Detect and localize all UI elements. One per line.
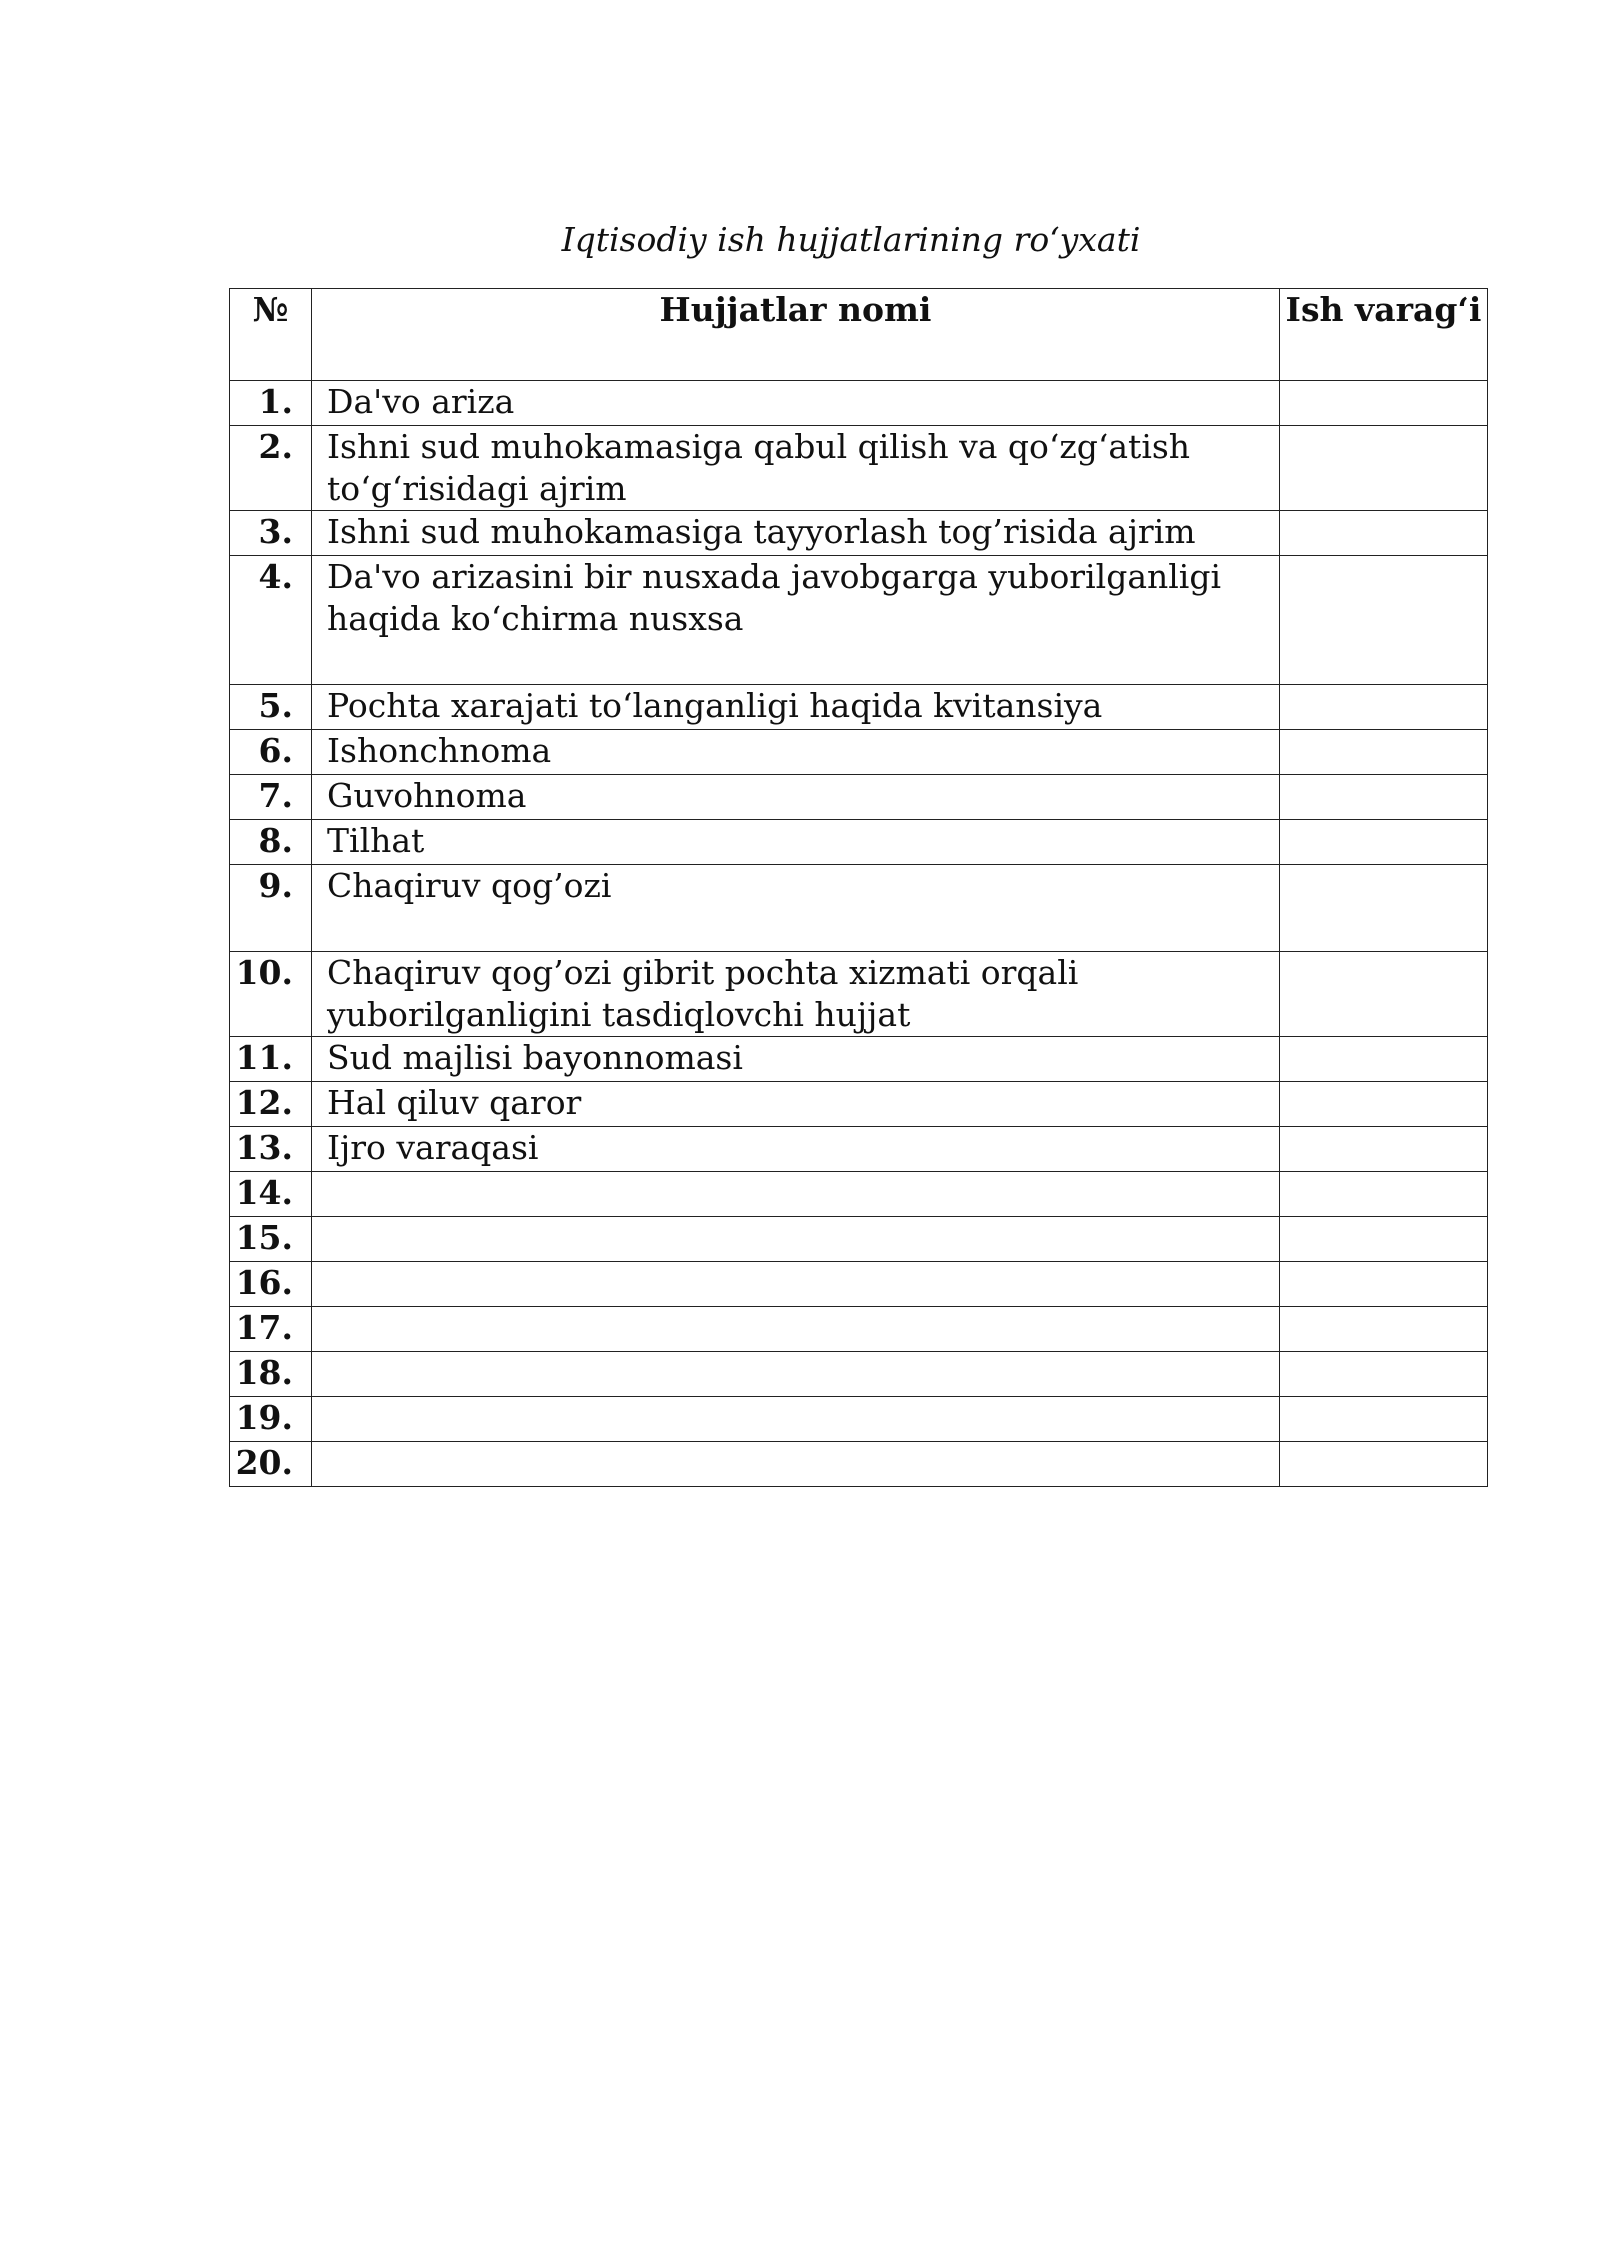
- header-page: Ish varag‘i: [1280, 289, 1488, 381]
- row-number: 3.: [230, 511, 312, 556]
- row-number: 20.: [230, 1442, 312, 1487]
- row-number: 4.: [230, 556, 312, 685]
- row-document-name: Ishni sud muhokamasiga qabul qilish va qo‘zg‘atish to‘g‘risidagi ajrim: [312, 426, 1280, 511]
- row-page: [1280, 1307, 1488, 1352]
- table-row: [230, 511, 1488, 556]
- table-row: [230, 1307, 1488, 1352]
- row-page: [1280, 820, 1488, 865]
- row-page: [1280, 1037, 1488, 1082]
- row-document-name: Guvohnoma: [312, 775, 1280, 820]
- row-page: [1280, 1442, 1488, 1487]
- row-page: [1280, 511, 1488, 556]
- row-page: [1280, 775, 1488, 820]
- row-number: 15.: [230, 1217, 312, 1262]
- header-document-name: Hujjatlar nomi: [312, 289, 1280, 381]
- table-row: [230, 426, 1488, 511]
- row-document-name: Ishonchnoma: [312, 730, 1280, 775]
- documents-table: [229, 288, 1488, 1487]
- row-page: [1280, 1172, 1488, 1217]
- table-row: [230, 1262, 1488, 1307]
- row-number: 5.: [230, 685, 312, 730]
- row-number: 1.: [230, 381, 312, 426]
- row-page: [1280, 952, 1488, 1037]
- row-document-name: Sud majlisi bayonnomasi: [312, 1037, 1280, 1082]
- row-document-name: [312, 1262, 1280, 1307]
- row-number: 10.: [230, 952, 312, 1037]
- row-number: 11.: [230, 1037, 312, 1082]
- row-document-name: Pochta xarajati to‘langanligi haqida kvitansiya: [312, 685, 1280, 730]
- row-page: [1280, 1352, 1488, 1397]
- row-number: 9.: [230, 865, 312, 952]
- row-number: 12.: [230, 1082, 312, 1127]
- row-document-name: Ijro varaqasi: [312, 1127, 1280, 1172]
- table-row: [230, 820, 1488, 865]
- row-page: [1280, 556, 1488, 685]
- document-title: Iqtisodiy ish hujjatlarining ro‘yxati: [561, 220, 1141, 259]
- table-row: [230, 1037, 1488, 1082]
- table-row: [230, 1127, 1488, 1172]
- row-number: 13.: [230, 1127, 312, 1172]
- row-page: [1280, 1127, 1488, 1172]
- row-number: 18.: [230, 1352, 312, 1397]
- table-row: [230, 1442, 1488, 1487]
- row-document-name: Da'vo arizasini bir nusxada javobgarga yuborilganligi haqida ko‘chirma nusxsa: [312, 556, 1280, 685]
- row-document-name: Da'vo ariza: [312, 381, 1280, 426]
- row-page: [1280, 685, 1488, 730]
- row-document-name: [312, 1352, 1280, 1397]
- row-document-name: Ishni sud muhokamasiga tayyorlash tog’risida ajrim: [312, 511, 1280, 556]
- row-document-name: Tilhat: [312, 820, 1280, 865]
- table-row: [230, 685, 1488, 730]
- table-row: [230, 865, 1488, 952]
- row-page: [1280, 865, 1488, 952]
- row-document-name: Chaqiruv qog’ozi: [312, 865, 1280, 952]
- row-page: [1280, 1262, 1488, 1307]
- table-row: [230, 381, 1488, 426]
- row-number: 17.: [230, 1307, 312, 1352]
- row-number: 14.: [230, 1172, 312, 1217]
- table-row: [230, 775, 1488, 820]
- table-header-row: [230, 289, 1488, 381]
- header-number: №: [230, 289, 312, 381]
- row-document-name: Chaqiruv qog’ozi gibrit pochta xizmati orqali yuborilganligini tasdiqlovchi hujjat: [312, 952, 1280, 1037]
- row-page: [1280, 730, 1488, 775]
- row-document-name: [312, 1172, 1280, 1217]
- row-page: [1280, 426, 1488, 511]
- row-page: [1280, 1082, 1488, 1127]
- row-document-name: [312, 1307, 1280, 1352]
- row-document-name: Hal qiluv qaror: [312, 1082, 1280, 1127]
- row-page: [1280, 381, 1488, 426]
- row-number: 6.: [230, 730, 312, 775]
- table-row: [230, 730, 1488, 775]
- row-page: [1280, 1397, 1488, 1442]
- row-document-name: [312, 1397, 1280, 1442]
- table-row: [230, 1217, 1488, 1262]
- table-row: [230, 556, 1488, 685]
- row-number: 19.: [230, 1397, 312, 1442]
- row-document-name: [312, 1442, 1280, 1487]
- row-number: 16.: [230, 1262, 312, 1307]
- row-page: [1280, 1217, 1488, 1262]
- row-number: 7.: [230, 775, 312, 820]
- row-number: 2.: [230, 426, 312, 511]
- table-row: [230, 1352, 1488, 1397]
- table-row: [230, 1172, 1488, 1217]
- table-row: [230, 1082, 1488, 1127]
- table-row: [230, 1397, 1488, 1442]
- table-row: [230, 952, 1488, 1037]
- row-document-name: [312, 1217, 1280, 1262]
- row-number: 8.: [230, 820, 312, 865]
